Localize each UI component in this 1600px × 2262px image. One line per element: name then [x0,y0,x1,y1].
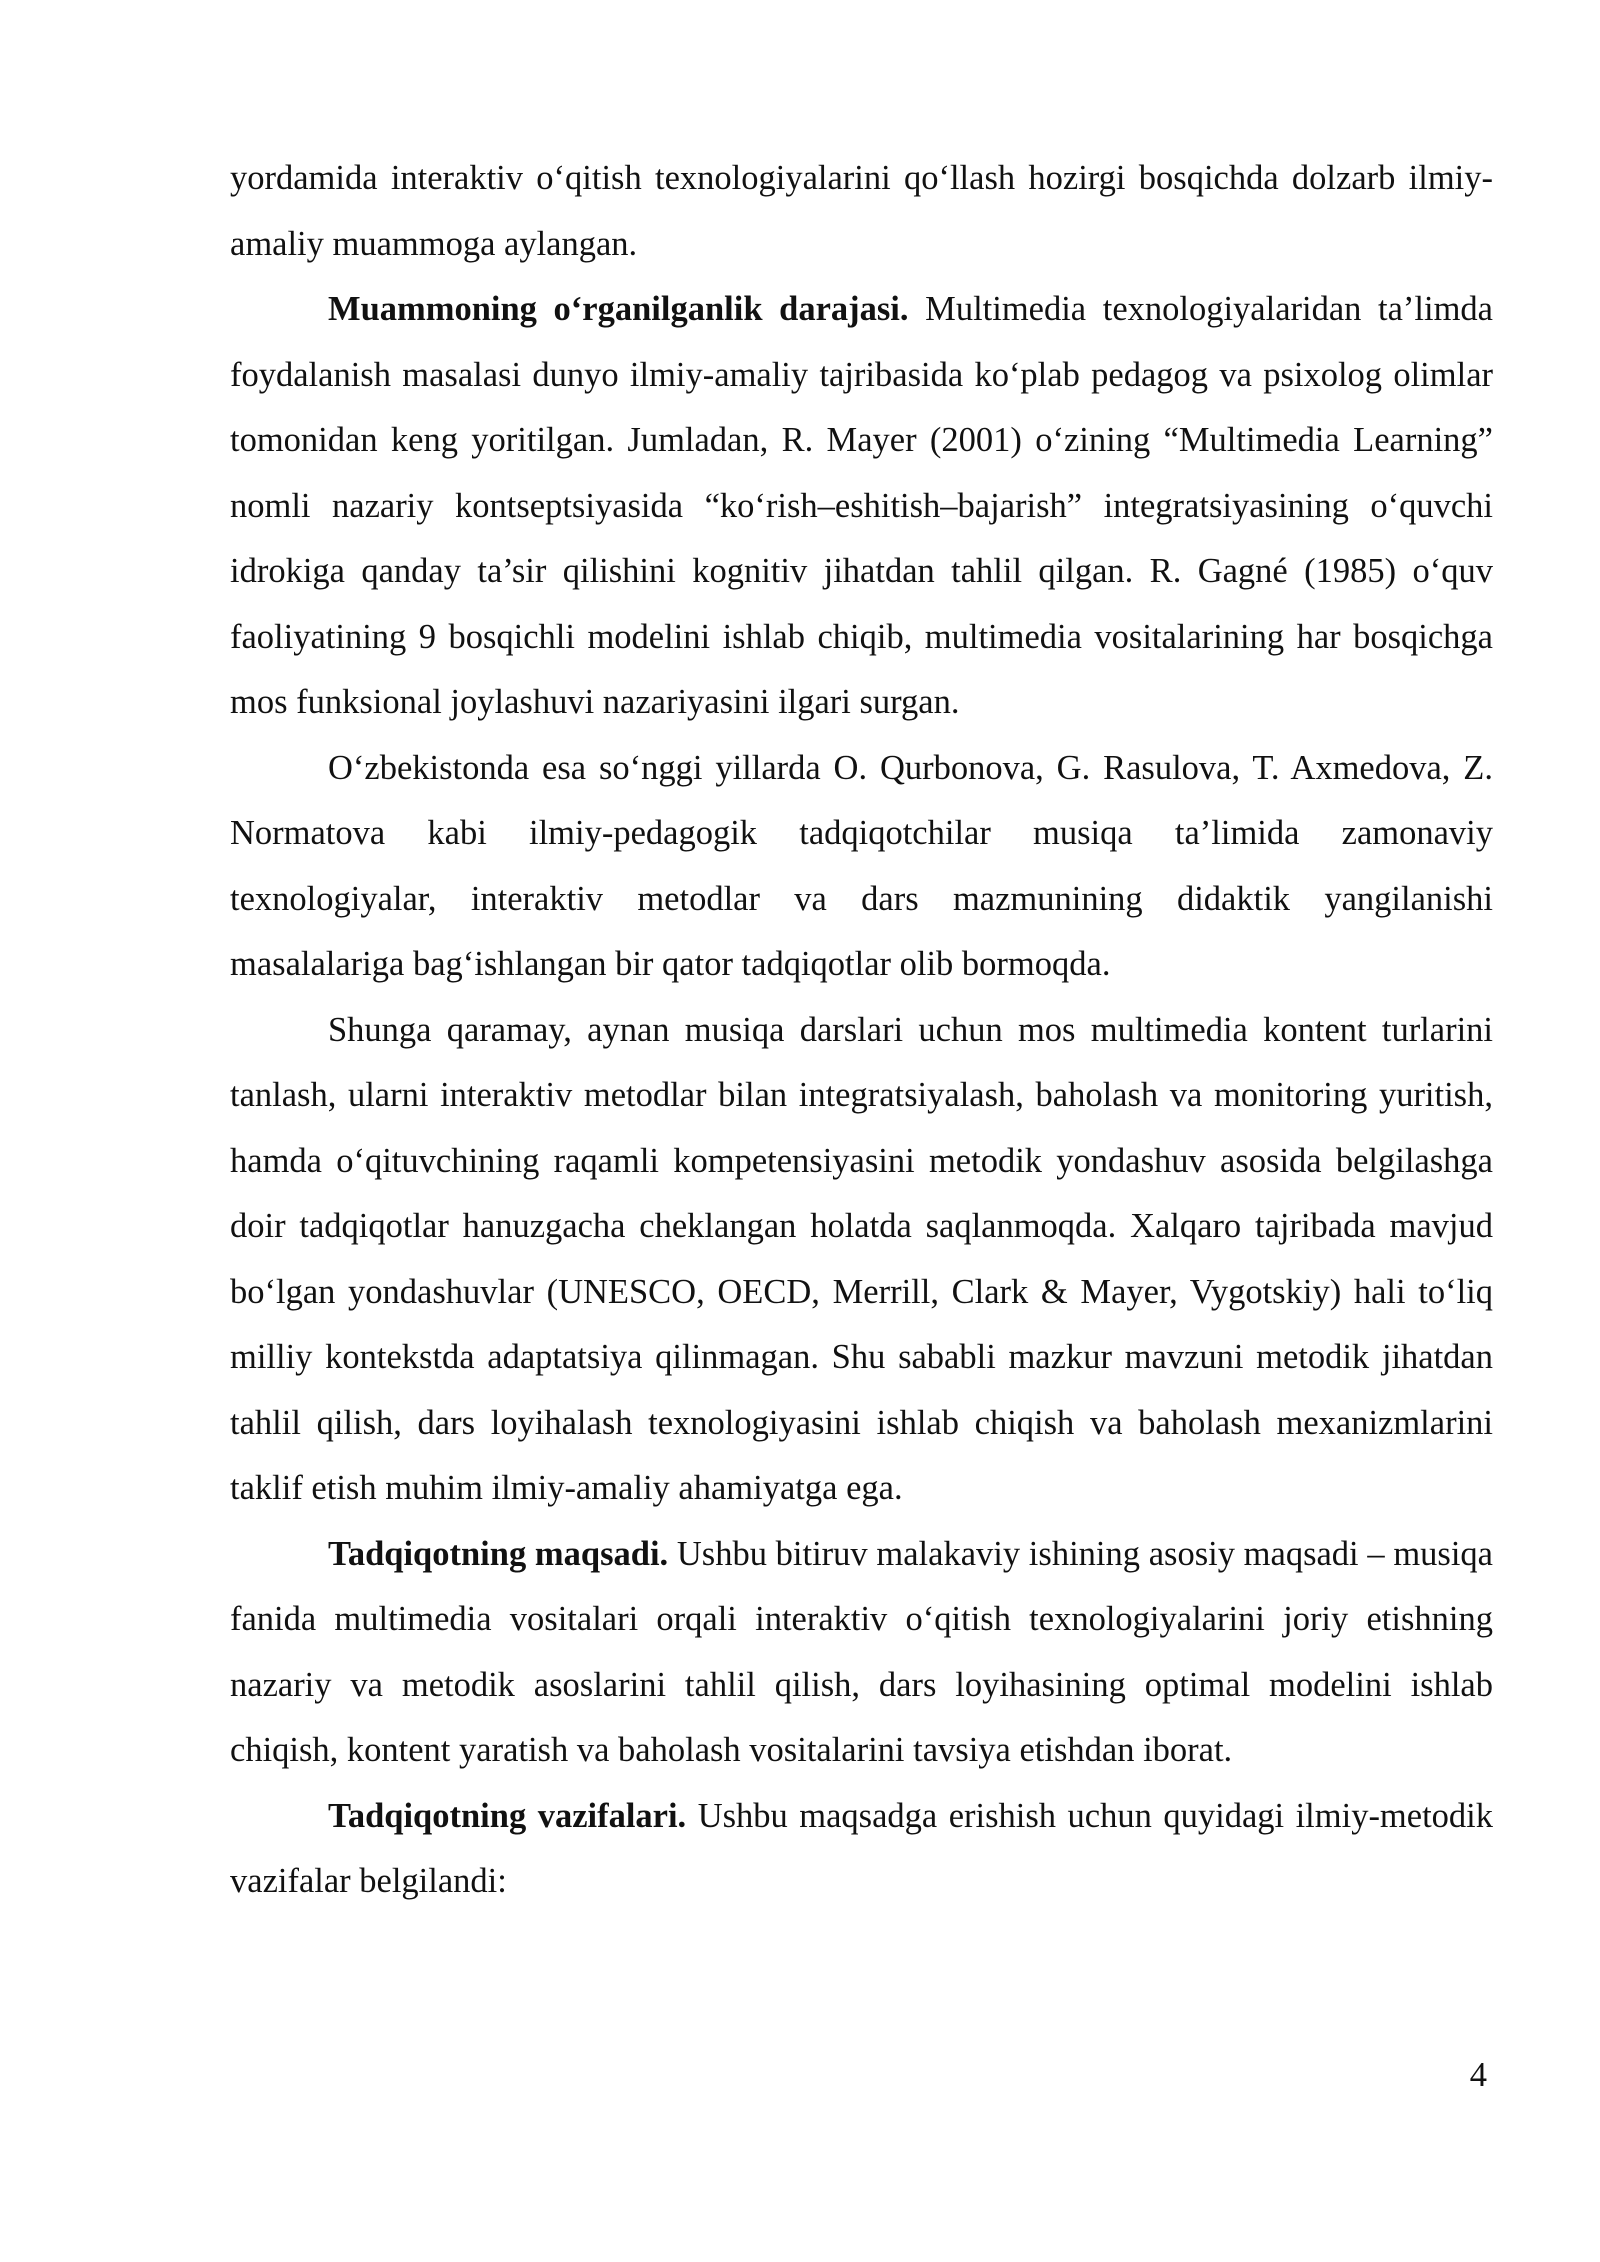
paragraph-research-gap [230,998,1493,1522]
paragraph-research-goal [230,1522,1493,1784]
paragraph-text: Ushbu bitiruv malakaviy ishining asosiy maqsadi – musiqa fanida multimedia vositalari orqali interaktiv o‘qitish texnologiyalarini joriy etishning nazariy va metodik asoslarini tahlil qilish, dars loyihasining optimal modelini ishlab chiqish, kontent yaratish va baholash vositalarini tavsiya etishdan iborat. [230,1534,1493,1769]
paragraph-study-level [230,277,1493,736]
paragraph-heading: Muammoning o‘rganilganlik darajasi. [328,290,909,328]
body-text [230,146,1493,1915]
paragraph-continuation [230,146,1493,277]
paragraph-heading: Tadqiqotning vazifalari. [328,1796,687,1835]
paragraph-text: Multimedia texnologiyalaridan ta’limda foydalanish masalasi dunyo ilmiy-amaliy tajribasida ko‘plab pedagog va psixolog olimlar tomonidan keng yoritilgan. Jumladan, R. Mayer (2001) o‘zining “Multimedia Learning” nomli nazariy kontseptsiyasida “ko‘rish–eshitish–bajarish” integratsiyasining o‘quvchi idrokiga qanday ta’sir qilishini kognitiv jihatdan tahlil qilgan. R. Gagné (1985) o‘quv faoliyatining 9 bosqichli modelini ishlab chiqib, multimedia vositalarining har bosqichga mos funksional joylashuvi nazariyasini ilgari surgan. [230,290,1493,721]
paragraph-heading: Tadqiqotning maqsadi. [328,1534,669,1573]
paragraph-text: Ushbu maqsadga erishish uchun quyidagi ilmiy-metodik vazifalar belgilandi: [230,1796,1493,1900]
paragraph-uzbekistan-research [230,736,1493,998]
paragraph-text: Shunga qaramay, aynan musiqa darslari uchun mos multimedia kontent turlarini tanlash, ularni interaktiv metodlar bilan integratsiyalash, baholash va monitoring yuritish, hamda o‘qituvchining raqamli kompetensiyasini metodik yondashuv asosida belgilashga doir tadqiqotlar hanuzgacha cheklangan holatda saqlanmoqda. Xalqaro tajribada mavjud bo‘lgan yondashuvlar (UNESCO, OECD, Merrill, Clark & Mayer, Vygotskiy) hali to‘liq milliy kontekstda adaptatsiya qilinmagan. Shu sababli mazkur mavzuni metodik jihatdan tahlil qilish, dars loyihalash texnologiyasini ishlab chiqish va baholash mexanizmlarini taklif etish muhim ilmiy-amaliy ahamiyatga ega. [230,1010,1493,1507]
paragraph-text: O‘zbekistonda esa so‘nggi yillarda O. Qurbonova, G. Rasulova, T. Axmedova, Z. Normatova kabi ilmiy-pedagogik tadqiqotchilar musiqa ta’limida zamonaviy texnologiyalar, interaktiv metodlar va dars mazmunining didaktik yangilanishi masalalariga bag‘ishlangan bir qator tadqiqotlar olib bormoqda. [230,748,1493,983]
page-number: 4 [1469,2056,1487,2094]
paragraph-text: yordamida interaktiv o‘qitish texnologiyalarini qo‘llash hozirgi bosqichda dolzarb ilmiy-amaliy muammoga aylangan. [230,159,1493,263]
paragraph-research-tasks [230,1784,1493,1915]
